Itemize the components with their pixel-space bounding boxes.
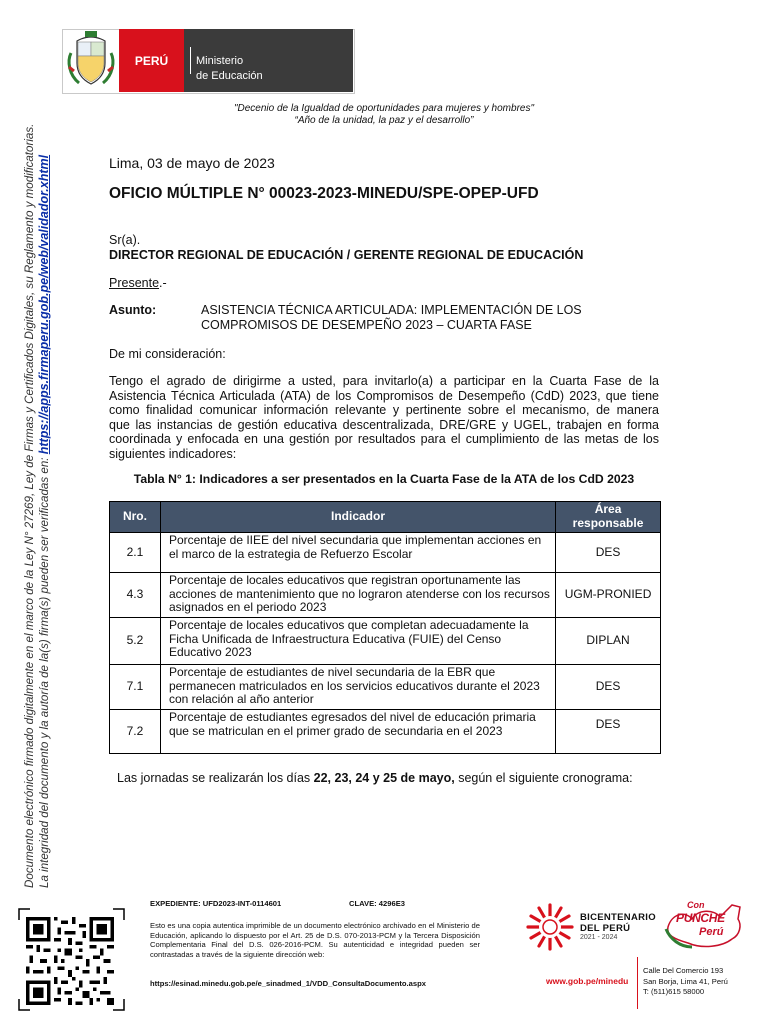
cell-indicador: Porcentaje de IIEE del nivel secundaria que implementan acciones en el marco de la estrategia de Refuerzo Escolar bbox=[160, 533, 555, 573]
cell-indicador: Porcentaje de locales educativos que completan adecuadamente la Ficha Unificada de Infraestructura Educativa (FUIE) del Censo Educativo 2023 bbox=[160, 618, 555, 665]
verification-url[interactable]: https://esinad.minedu.gob.pe/e_sinadmed_1/VDD_ConsultaDocumento.aspx bbox=[150, 979, 426, 988]
bicentenario-line-2: DEL PERÚ bbox=[580, 923, 631, 934]
decenio-line-2: “Año de la unidad, la paz y el desarrollo” bbox=[294, 115, 474, 126]
table-row bbox=[110, 710, 661, 754]
asunto-line-1: ASISTENCIA TÉCNICA ARTICULADA: IMPLEMENTACIÓN DE LOS bbox=[201, 303, 582, 317]
address-line-2: San Borja, Lima 41, Perú bbox=[643, 977, 728, 986]
indicators-table bbox=[109, 501, 661, 754]
table-row bbox=[110, 573, 661, 618]
cell-area: DES bbox=[556, 710, 661, 754]
peru-brand-block: PERÚ bbox=[119, 29, 184, 92]
con-text: Con bbox=[687, 900, 705, 910]
side-signature-note-2 bbox=[37, 155, 51, 888]
cell-nro: 2.1 bbox=[110, 533, 161, 573]
jornadas-days: 22, 23, 24 y 25 de mayo, bbox=[313, 771, 455, 785]
table-title: Tabla N° 1: Indicadores a ser presentados en la Cuarta Fase de la ATA de los CdD 2023 bbox=[133, 472, 635, 486]
bicentenario-years: 2021 - 2024 bbox=[580, 934, 618, 941]
qr-code-icon bbox=[26, 917, 114, 1005]
cell-nro: 5.2 bbox=[110, 618, 161, 665]
validator-link[interactable]: https://apps.firmaperu.gob.pe/web/validador.xhtml bbox=[37, 154, 51, 455]
asunto-label: Asunto: bbox=[109, 303, 157, 317]
body-line-1: Tengo el agrado de dirigirme a usted, para invitarlo(a) a participar en la Cuarta Fase de la bbox=[109, 374, 659, 388]
presente-word: Presente bbox=[109, 276, 160, 290]
jornadas-line bbox=[117, 771, 633, 786]
cell-nro: 7.2 bbox=[110, 710, 161, 754]
expediente: EXPEDIENTE: UFD2023-INT-0114601 bbox=[150, 899, 282, 908]
body-line-6: siguientes indicadores: bbox=[109, 446, 237, 461]
minedu-web-link[interactable]: www.gob.pe/minedu bbox=[546, 976, 629, 986]
cell-area: DIPLAN bbox=[556, 618, 661, 665]
header-area: Área responsable bbox=[556, 502, 661, 533]
cell-area: DES bbox=[556, 533, 661, 573]
body-line-2: Asistencia Técnica Articulada (ATA) de los Compromisos de Desempeño (CdD) 2023, que tiene bbox=[109, 388, 659, 403]
side-signature-note-1: Documento electrónico firmado digitalmente en el marco de la Ley N° 27269, Ley de Firmas y Certificados Digitales, su Reglamento y modificatorias. bbox=[23, 123, 36, 888]
jornadas-post: según el siguiente cronograma: bbox=[454, 771, 633, 785]
cell-area: UGM-PRONIED bbox=[556, 573, 661, 618]
salutation: Sr(a). bbox=[109, 233, 141, 247]
body-line-3: como finalidad comunicar información relevante y pertinente sobre el mecanismo, de manera bbox=[109, 403, 659, 417]
oficio-number: OFICIO MÚLTIPLE N° 00023-2023-MINEDU/SPE-OPEP-UFD bbox=[109, 185, 539, 202]
body-line-4: que las instancias de gestión educativa descentralizada, DRE/GRE y UGEL, trabajen en forma bbox=[109, 417, 659, 432]
consideracion: De mi consideración: bbox=[109, 347, 226, 361]
table-row bbox=[110, 618, 661, 665]
side-signature-note-2-text: La integridad del documento y la autoría de la(s) firma(s) pueden ser verificadas en: bbox=[38, 457, 51, 888]
recipient: DIRECTOR REGIONAL DE EDUCACIÓN / GERENTE REGIONAL DE EDUCACIÓN bbox=[109, 248, 584, 262]
phone: T: (511)615 58000 bbox=[643, 987, 705, 996]
ministry-brand-block bbox=[184, 29, 353, 92]
body-line-5: coordinada y enfocada en una gestión por resultados para el cumplimiento de las metas de los bbox=[109, 432, 659, 446]
header-indicador: Indicador bbox=[160, 502, 555, 533]
cell-area: DES bbox=[556, 665, 661, 710]
presente bbox=[109, 276, 167, 291]
table-header-row bbox=[110, 502, 661, 533]
cell-indicador: Porcentaje de locales educativos que registran oportunamente las acciones de mantenimiento que no lograron atenderse con los recursos asignados en el periodo 2023 bbox=[160, 573, 555, 618]
jornadas-pre: Las jornadas se realizarán los días bbox=[117, 771, 314, 785]
asunto-line-2: COMPROMISOS DE DESEMPEÑO 2023 – CUARTA FASE bbox=[201, 318, 532, 332]
ministry-line-2: de Educación bbox=[196, 70, 263, 82]
presente-suffix: .- bbox=[159, 276, 167, 290]
cell-indicador: Porcentaje de estudiantes egresados del nivel de educación primaria que se matriculan en el primer grado de secundaria en el 2023 bbox=[160, 710, 555, 754]
peru-text: Perú bbox=[699, 926, 724, 938]
table-row bbox=[110, 533, 661, 573]
header-nro: Nro. bbox=[110, 502, 161, 533]
peru-coat-of-arms-icon bbox=[65, 31, 117, 89]
ministry-line-1: Ministerio bbox=[196, 55, 244, 67]
cell-nro: 4.3 bbox=[110, 573, 161, 618]
clave: CLAVE: 4296E3 bbox=[349, 899, 405, 908]
authenticity-note: Esto es una copia autentica imprimible de un documento electrónico archivado en el Ministerio de Educación, aplicando lo dispuesto por el Art. 25 de D.S. 070-2013-PCM y la Tercera Disposición Complementaria Final del D.S. 026-2016-PCM. Su autenticidad e integridad pueden ser contrastadas a través de la siguiente dirección web: bbox=[150, 921, 480, 960]
address-line-1: Calle Del Comercio 193 bbox=[643, 966, 724, 975]
punche-text: PUNCHE bbox=[676, 911, 725, 925]
table-row bbox=[110, 665, 661, 710]
cell-indicador: Porcentaje de estudiantes de nivel secundaria de la EBR que permanecen matriculados en los servicios educativos durante el 2023 con relación al año anterior bbox=[160, 665, 555, 710]
place-date: Lima, 03 de mayo de 2023 bbox=[109, 155, 275, 171]
cell-nro: 7.1 bbox=[110, 665, 161, 710]
footer-divider bbox=[637, 957, 638, 1009]
bicentenario-sun-icon bbox=[522, 902, 578, 952]
decenio-line-1: "Decenio de la Igualdad de oportunidades para mujeres y hombres" bbox=[233, 103, 535, 114]
brand-separator bbox=[190, 47, 191, 74]
bicentenario-line-1: BICENTENARIO bbox=[580, 912, 656, 923]
